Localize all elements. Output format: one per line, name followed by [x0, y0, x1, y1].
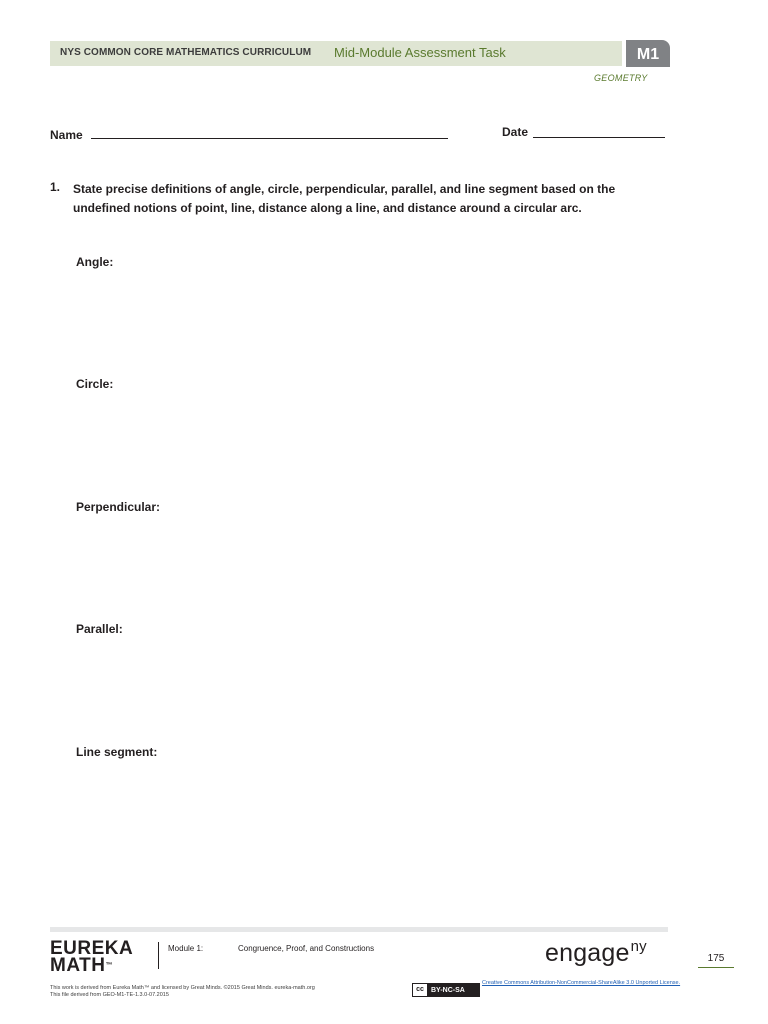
subject-label: GEOMETRY — [594, 73, 648, 83]
term-perpendicular: Perpendicular: — [76, 500, 161, 514]
footer-divider — [50, 927, 668, 932]
task-title: Mid-Module Assessment Task — [334, 45, 506, 60]
term-line-segment: Line segment: — [76, 745, 158, 759]
credit-line-1: This work is derived from Eureka Math™ and licensed by Great Minds. ©2015 Great Minds. eureka-math.org — [50, 985, 315, 991]
license-link[interactable]: Creative Commons Attribution-NonCommercial-ShareAlike 3.0 Unported License. — [482, 980, 681, 986]
engageny-logo: engage$^{ny}$ — [545, 938, 647, 967]
term-angle: Angle: — [76, 255, 114, 269]
logo-divider — [158, 942, 159, 969]
footer-module-label: Module 1: — [168, 944, 204, 953]
cc-badge-text: BY-NC-SA — [431, 986, 465, 994]
curriculum-title: NYS COMMON CORE MATHEMATICS CURRICULUM — [60, 47, 312, 58]
question-number: 1. — [50, 180, 61, 194]
footer-module-title: Congruence, Proof, and Constructions — [238, 944, 375, 953]
credit-line-2: This file derived from GEO-M1-TE-1.3.0-07.2015 — [50, 992, 169, 998]
eureka-math-logo — [50, 938, 134, 976]
name-field[interactable] — [91, 138, 448, 139]
date-label: Date — [502, 125, 529, 139]
date-field[interactable] — [533, 137, 665, 138]
cc-icon: cc — [413, 984, 427, 996]
cc-license-badge — [412, 983, 480, 997]
term-parallel: Parallel: — [76, 622, 123, 636]
logo-line-math: MATH™ — [50, 955, 113, 976]
term-circle: Circle: — [76, 377, 114, 391]
page-number: 175 — [707, 953, 725, 964]
question-text: State precise definitions of angle, circle, perpendicular, parallel, and line segment based on the undefined notions of point, line, distance along a line, and distance around a circular arc. — [73, 182, 616, 215]
page-number-underline — [698, 967, 734, 968]
footer-credit — [50, 985, 410, 999]
name-label: Name — [50, 128, 83, 142]
module-badge: M1 — [626, 40, 670, 67]
logo-line-eureka: EUREKA — [50, 938, 134, 959]
